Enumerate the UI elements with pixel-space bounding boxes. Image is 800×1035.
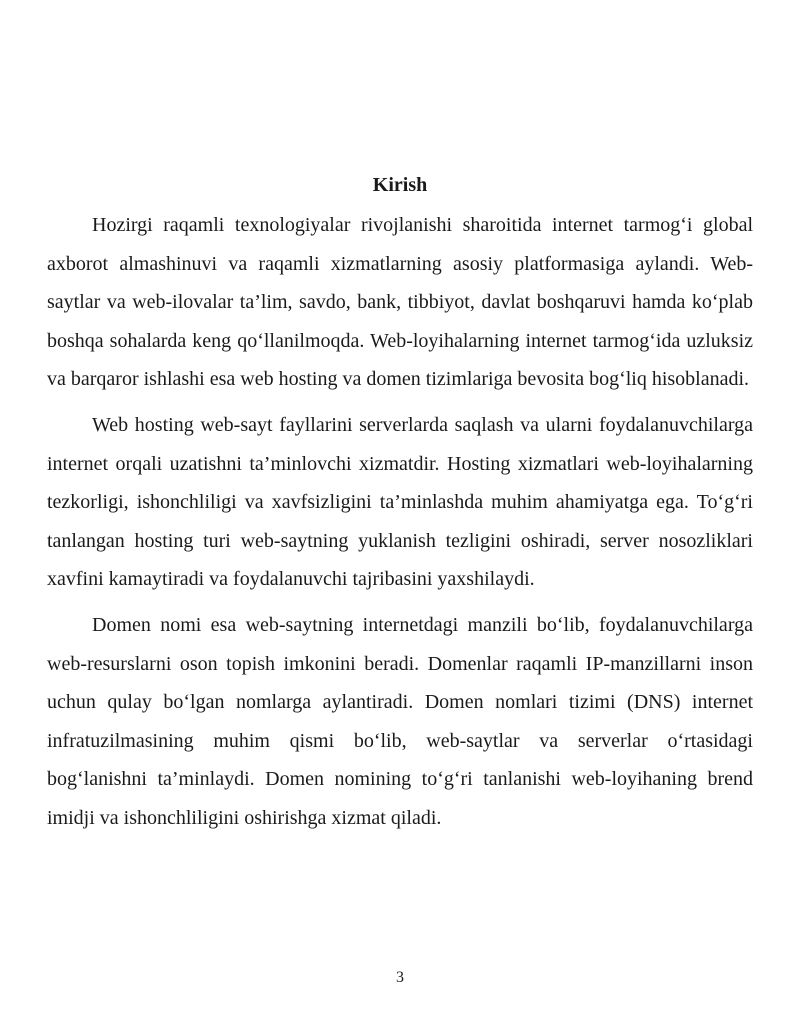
paragraph-domain-name: Domen nomi esa web-saytning internetdagi manzili bo‘lib, foydalanuvchilarga web-resurslarni oson topish imkonini beradi. Domenlar raqamli IP-manzillarni inson uchun qulay bo‘lgan nomlarga aylantiradi. Domen nomlari tizimi (DNS) internet infratuzilmasining muhim qismi bo‘lib, web-saytlar va serverlar o‘rtasidagi bog‘lanishni ta’minlaydi. Domen nomining to‘g‘ri tanlanishi web-loyihaning brend imidji va ishonchliligini oshirishga xizmat qiladi. [47,613,753,829]
paragraph-intro: Hozirgi raqamli texnologiyalar rivojlanishi sharoitida internet tarmog‘i global axborot almashinuvi va raqamli xizmatlarning asosiy platformasiga aylandi. Web-saytlar va web-ilovalar ta’lim, savdo, bank, tibbiyot, davlat boshqaruvi hamda ko‘plab boshqa sohalarda keng qo‘llanilmoqda. Web-loyihalarning internet tarmog‘ida uzluksiz va barqaror ishlashi esa web hosting va domen tizimlariga bevosita bog‘liq hisoblanadi. [47,214,753,391]
section-title: Kirish [372,174,428,196]
paragraph-web-hosting: Web hosting web-sayt fayllarini serverlarda saqlash va ularni foydalanuvchilarga internet orqali uzatishni ta’minlovchi xizmatdir. Hosting xizmatlari web-loyihalarning tezkorligi, ishonchliligi va xavfsizligini ta’minlashda muhim ahamiyatga ega. To‘g‘ri tanlangan hosting turi web-saytning yuklanish tezligini oshiradi, server nosozliklari xavfini kamaytiradi va foydalanuvchi tajribasini yaxshilaydi. [47,413,753,591]
page-content [47,170,753,845]
page-number: 3 [396,969,404,986]
